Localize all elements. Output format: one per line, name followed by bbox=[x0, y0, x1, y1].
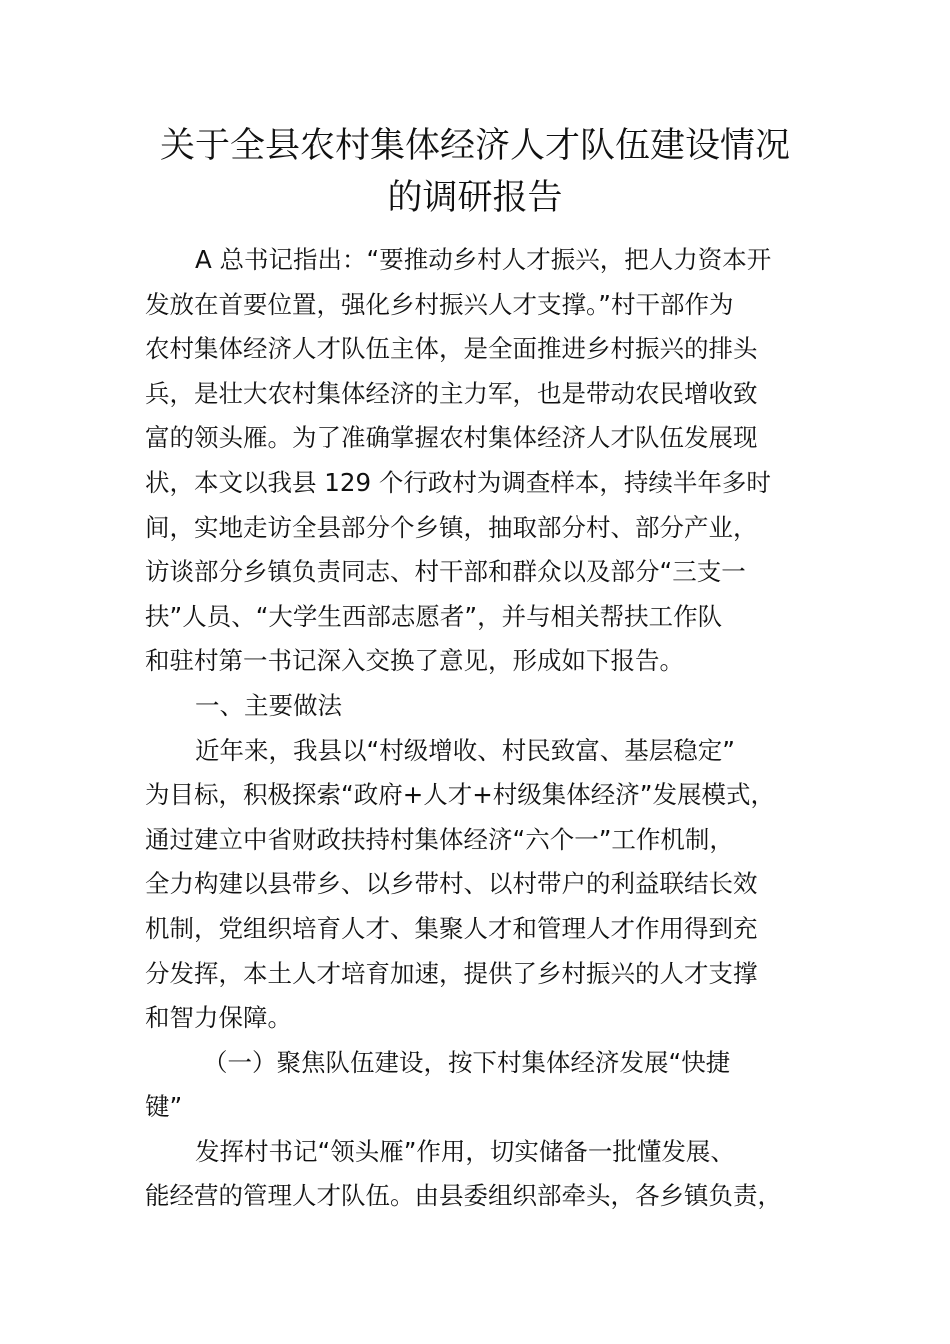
paragraph-line: 发放在首要位置，强化乡村振兴人才支撑。”村干部作为 bbox=[145, 289, 734, 319]
paragraph-line: 状，本文以我县 129 个行政村为调查样本，持续半年多时 bbox=[145, 467, 771, 497]
paragraph-line: 访谈部分乡镇负责同志、村干部和群众以及部分“三支一 bbox=[145, 557, 746, 587]
paragraph-line: 和驻村第一书记深入交换了意见，形成如下报告。 bbox=[145, 646, 684, 676]
document-title bbox=[100, 120, 850, 224]
paragraph-line: 能经营的管理人才队伍。由县委组织部牵头，各乡镇负责， bbox=[145, 1181, 782, 1211]
paragraph-line: 通过建立中省财政扶持村集体经济“六个一”工作机制， bbox=[145, 824, 734, 854]
subsection-heading-continued: 键” bbox=[145, 1092, 183, 1122]
paragraph-line: 发挥村书记“领头雁”作用，切实储备一批懂发展、 bbox=[195, 1136, 735, 1166]
title-line-1: 关于全县农村集体经济人才队伍建设情况 bbox=[159, 126, 790, 166]
paragraph-line: A 总书记指出：“要推动乡村人才振兴，把人力资本开 bbox=[195, 245, 772, 274]
section-heading: 一、主要做法 bbox=[195, 690, 342, 720]
subsection-heading: （一）聚焦队伍建设，按下村集体经济发展“快捷 bbox=[203, 1047, 731, 1077]
paragraph-line: 间，实地走访全县部分个乡镇，抽取部分村、部分产业， bbox=[145, 512, 758, 542]
paragraph-line: 为目标，积极探索“政府+人才+村级集体经济”发展模式， bbox=[145, 780, 775, 810]
paragraph-line: 近年来，我县以“村级增收、村民致富、基层稳定” bbox=[195, 735, 735, 765]
paragraph-line: 农村集体经济人才队伍主体，是全面推进乡村振兴的排头 bbox=[145, 334, 758, 364]
paragraph-line: 机制，党组织培育人才、集聚人才和管理人才作用得到充 bbox=[145, 913, 758, 943]
paragraph-line: 兵，是壮大农村集体经济的主力军，也是带动农民增收致 bbox=[145, 378, 758, 408]
document-body bbox=[145, 238, 835, 1219]
paragraph-line: 和智力保障。 bbox=[145, 1003, 292, 1033]
paragraph-line: 扶”人员、“大学生西部志愿者”，并与相关帮扶工作队 bbox=[145, 601, 723, 631]
paragraph-line: 全力构建以县带乡、以乡带村、以村带户的利益联结长效 bbox=[145, 869, 758, 899]
title-line-2: 的调研报告 bbox=[387, 178, 563, 218]
paragraph-line: 富的领头雁。为了准确掌握农村集体经济人才队伍发展现 bbox=[145, 423, 758, 453]
paragraph-line: 分发挥，本土人才培育加速，提供了乡村振兴的人才支撑 bbox=[145, 958, 758, 988]
